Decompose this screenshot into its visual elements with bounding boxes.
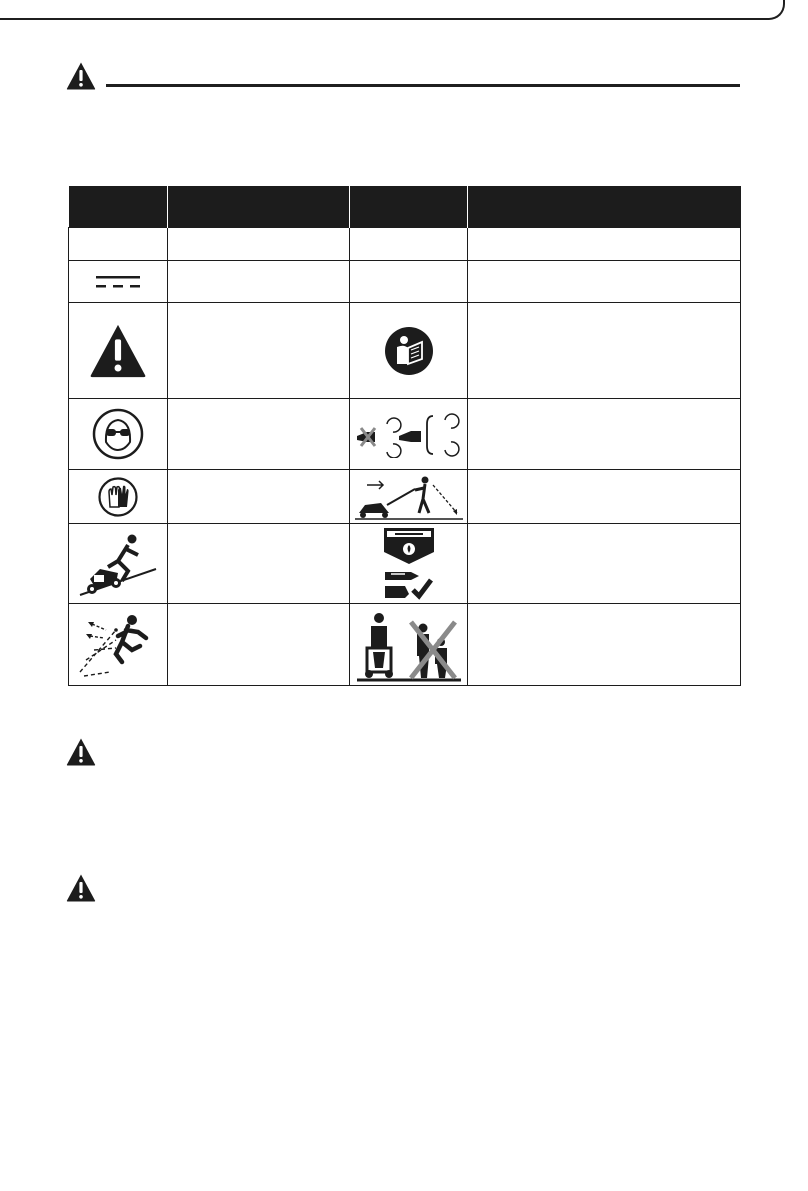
meaning-cell (468, 261, 741, 303)
column-header (468, 186, 741, 228)
column-header (350, 186, 468, 228)
warning-note (66, 873, 740, 903)
symbol-cell (69, 604, 168, 686)
danger-label-icon (381, 526, 437, 602)
warning-header (66, 61, 740, 91)
symbols-table (68, 186, 741, 686)
symbol-cell (69, 261, 168, 303)
meaning-cell (468, 604, 741, 686)
column-header (69, 186, 168, 228)
alert-triangle-icon (66, 737, 96, 767)
symbol-cell (69, 303, 168, 399)
symbol-cell (350, 261, 468, 303)
table-row (69, 228, 741, 261)
meaning-cell (468, 303, 741, 399)
meaning-cell (168, 470, 350, 524)
thrown-objects-icon (76, 610, 160, 680)
safety-alert-icon (86, 322, 150, 380)
alert-triangle-icon (66, 61, 96, 91)
symbol-cell (69, 228, 168, 261)
meaning-cell (168, 399, 350, 470)
alert-triangle-icon (66, 873, 96, 903)
table-row (69, 470, 741, 524)
meaning-cell (468, 399, 741, 470)
mower-pull-back-hazard-icon (353, 473, 465, 521)
keep-bystanders-away-icon (355, 608, 463, 682)
dc-current-icon (95, 272, 141, 292)
header-rule (106, 84, 740, 87)
read-manual-icon (384, 326, 434, 376)
symbol-cell (350, 399, 468, 470)
meaning-cell (168, 524, 350, 604)
symbol-cell (69, 470, 168, 524)
symbol-cell (350, 470, 468, 524)
rotating-blade-hand-hazard-icon (353, 410, 465, 458)
symbol-cell (69, 524, 168, 604)
page-corner-rule (0, 0, 785, 20)
meaning-cell (168, 261, 350, 303)
column-header (168, 186, 350, 228)
table-row (69, 399, 741, 470)
warning-note (66, 737, 740, 767)
symbol-cell (350, 524, 468, 604)
table-row (69, 261, 741, 303)
slope-rollover-hazard-icon (78, 531, 158, 597)
eye-protection-icon (92, 408, 144, 460)
symbol-cell (350, 303, 468, 399)
meaning-cell (168, 604, 350, 686)
table-row (69, 604, 741, 686)
symbol-cell (69, 399, 168, 470)
table-row (69, 524, 741, 604)
table-row (69, 303, 741, 399)
meaning-cell (468, 524, 741, 604)
meaning-cell (468, 470, 741, 524)
meaning-cell (168, 228, 350, 261)
meaning-cell (168, 303, 350, 399)
symbol-cell (350, 228, 468, 261)
gloves-icon (98, 477, 138, 517)
meaning-cell (468, 228, 741, 261)
symbol-cell (350, 604, 468, 686)
table-header-row (69, 186, 741, 228)
